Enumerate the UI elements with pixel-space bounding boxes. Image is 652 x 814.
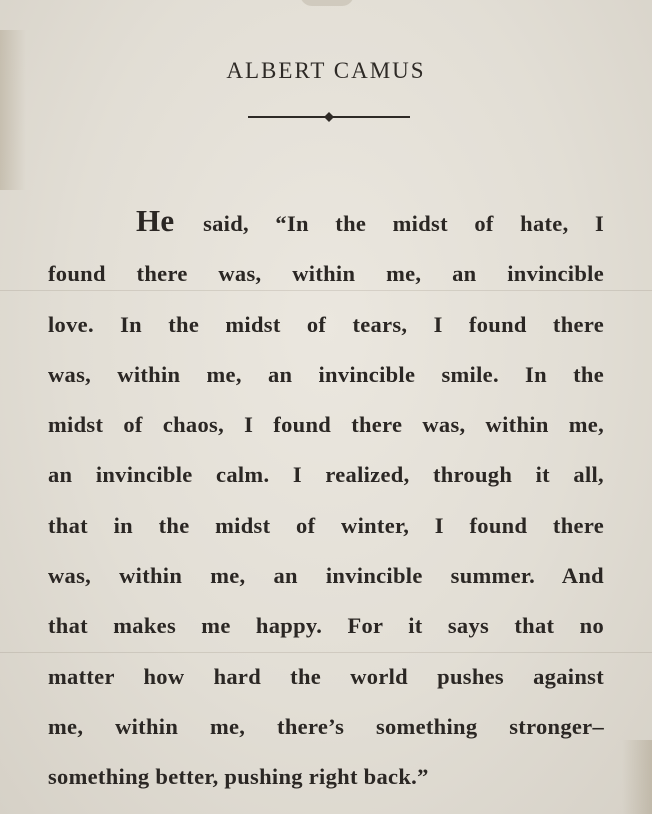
quote-paragraph [48,196,604,803]
quote-line: me, within me, there’s something stronger– [48,713,604,739]
quote-line: found there was, within me, an invincible [48,261,604,287]
quote-line: that makes me happy. For it says that no [48,613,604,639]
quote-line: was, within me, an invincible smile. In the [48,361,604,387]
quote-line [48,196,604,249]
quote-line: love. In the midst of tears, I found there [48,311,604,337]
drop-cap: He [136,203,204,238]
page-edge-wear [0,30,26,190]
quote-line: was, within me, an invincible summer. And [48,563,604,589]
page-edge-wear [622,740,652,814]
quote-line-text: said, “In the midst of hate, I [203,211,605,236]
author-heading: ALBERT CAMUS [226,58,426,83]
quote-line: matter how hard the world pushes against [48,663,604,689]
quote-line: an invincible calm. I realized, through it all, [48,462,604,488]
page-tab-mark [300,0,354,6]
quote-line: something better, pushing right back.” [48,764,429,790]
quote-line: that in the midst of winter, I found there [48,512,604,538]
diamond-rule-ornament-icon [248,110,410,124]
quote-line: midst of chaos, I found there was, within me, [48,412,604,438]
